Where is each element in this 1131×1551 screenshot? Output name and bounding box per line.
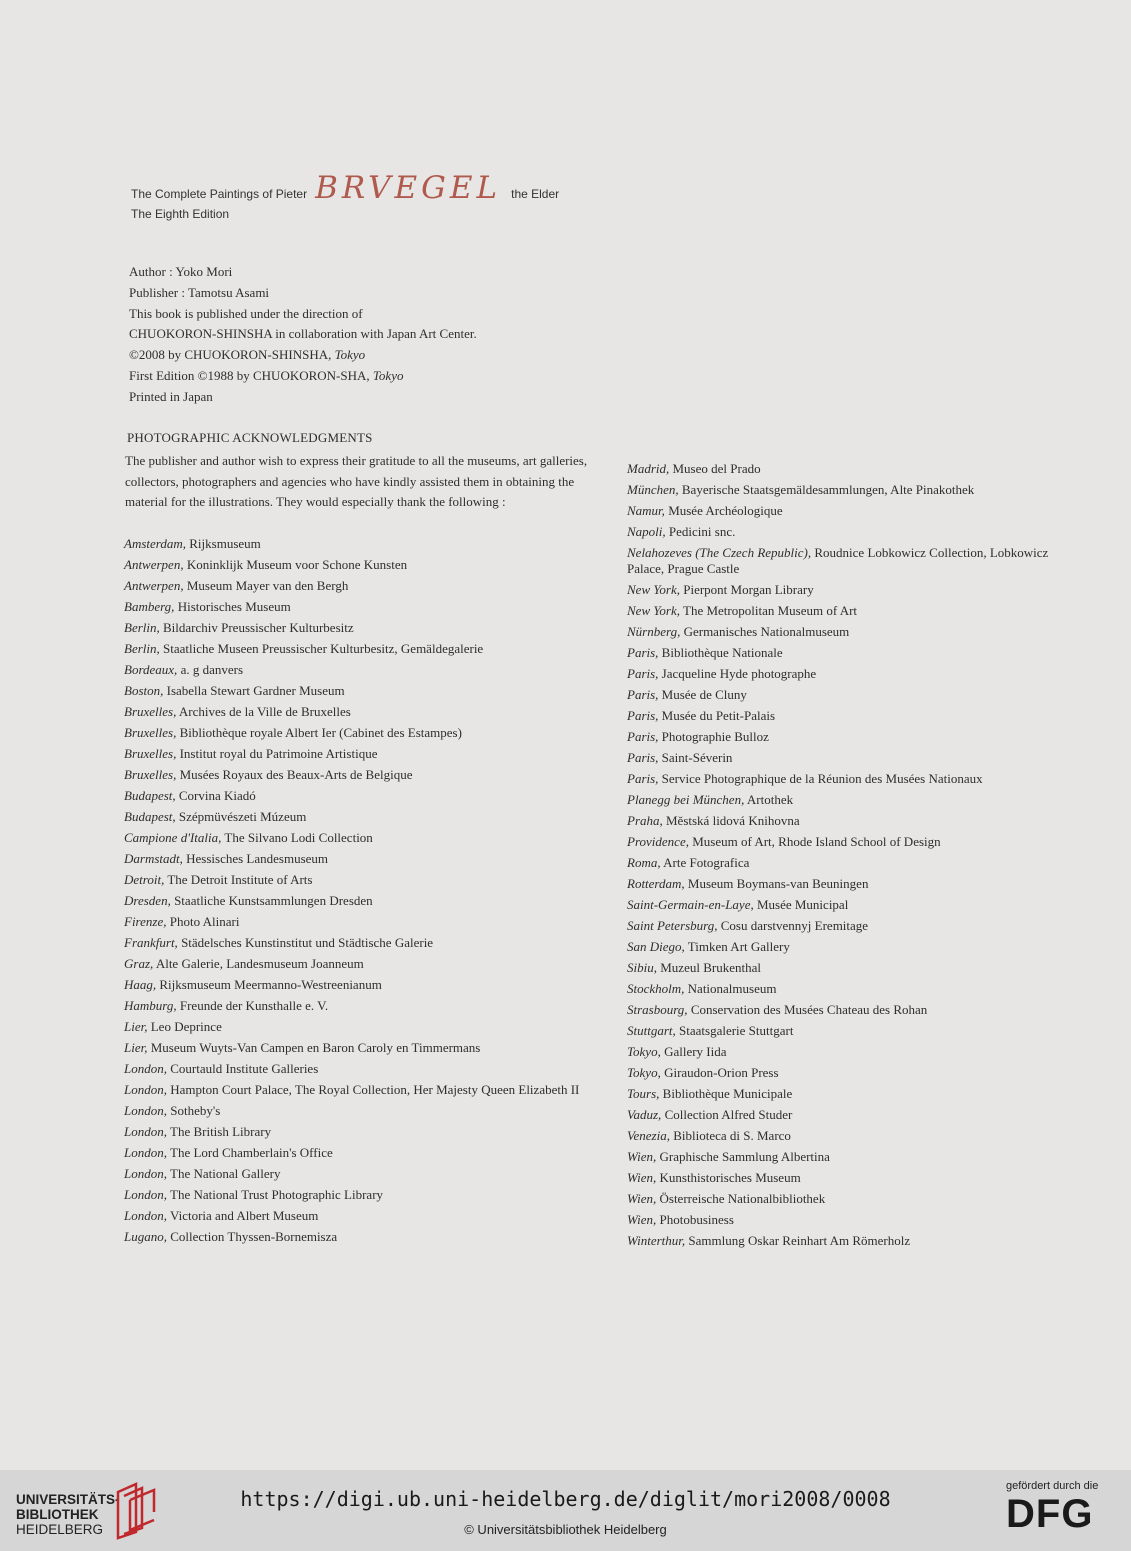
entry-institution: Staatliche Museen Preussischer Kulturbesitz, Gemäldegalerie bbox=[163, 640, 484, 656]
library-line-1: UNIVERSITÄTS- bbox=[16, 1492, 120, 1507]
entry-institution: Szépmüvészeti Múzeum bbox=[178, 808, 307, 824]
info-row bbox=[129, 324, 477, 345]
acknowledgment-entry bbox=[124, 1121, 584, 1142]
entry-institution: Musées Royaux des Beaux-Arts de Belgique bbox=[179, 766, 413, 782]
entry-city: Rotterdam, bbox=[627, 875, 685, 891]
funding-note: gefördert durch die bbox=[1006, 1480, 1099, 1492]
info-row bbox=[129, 304, 477, 325]
acknowledgment-entry bbox=[124, 638, 584, 659]
entry-city: Firenze, bbox=[124, 913, 167, 929]
info-text: Printed in Japan bbox=[129, 388, 213, 404]
entry-city: Bruxelles, bbox=[124, 724, 177, 740]
entry-institution: a. g danvers bbox=[180, 661, 244, 677]
entry-city: Namur, bbox=[627, 502, 665, 518]
entry-institution: Museum of Art, Rhode Island School of Design bbox=[692, 833, 941, 849]
entry-institution: Bibliothèque Municipale bbox=[662, 1085, 793, 1101]
entry-city: Graz, bbox=[124, 955, 154, 971]
entry-institution: Arte Fotografica bbox=[663, 854, 750, 870]
entry-city: Antwerpen, bbox=[124, 556, 184, 572]
acknowledgment-entry bbox=[124, 743, 584, 764]
entry-city: München, bbox=[627, 481, 679, 497]
entry-institution: Musée Archéologique bbox=[668, 502, 783, 518]
entry-institution: The Detroit Institute of Arts bbox=[167, 871, 313, 887]
entry-city: Berlin, bbox=[124, 640, 160, 656]
acknowledgment-entry bbox=[124, 1037, 584, 1058]
acknowledgment-entry bbox=[627, 978, 1087, 999]
entry-institution: The Lord Chamberlain's Office bbox=[170, 1144, 333, 1160]
entry-institution: Archives de la Ville de Bruxelles bbox=[178, 703, 351, 719]
entry-city: Bamberg, bbox=[124, 598, 175, 614]
title-prefix: The Complete Paintings of Pieter bbox=[131, 187, 308, 201]
entry-institution: Musée Municipal bbox=[756, 896, 849, 912]
entry-city: Stockholm, bbox=[627, 980, 685, 996]
entry-city: Tours, bbox=[627, 1085, 660, 1101]
info-place: Tokyo bbox=[334, 347, 366, 363]
acknowledgment-entry bbox=[627, 810, 1087, 831]
entry-institution: Österreische Nationalbibliothek bbox=[659, 1190, 826, 1206]
viewer-footer bbox=[0, 1470, 1131, 1551]
entry-institution: Kunsthistorisches Museum bbox=[659, 1169, 801, 1185]
acknowledgment-entry bbox=[124, 785, 584, 806]
entry-institution: Staatliche Kunstsammlungen Dresden bbox=[174, 892, 373, 908]
entry-institution: Photographie Bulloz bbox=[661, 728, 769, 744]
entry-institution: Collection Thyssen-Bornemisza bbox=[170, 1228, 338, 1244]
acknowledgment-entry bbox=[124, 995, 584, 1016]
info-row bbox=[129, 366, 477, 387]
entry-city: New York, bbox=[627, 581, 680, 597]
entry-institution: Giraudon-Orion Press bbox=[664, 1064, 779, 1080]
entry-city: Dresden, bbox=[124, 892, 171, 908]
acknowledgment-entry bbox=[627, 999, 1087, 1020]
info-text: Author : Yoko Mori bbox=[129, 264, 233, 279]
entry-institution: The Metropolitan Museum of Art bbox=[683, 602, 858, 618]
entry-city: Bruxelles, bbox=[124, 703, 177, 719]
entry-institution: Städelsches Kunstinstitut und Städtische Galerie bbox=[181, 934, 434, 950]
acknowledgment-entry bbox=[627, 542, 1087, 579]
entry-institution: The Silvano Lodi Collection bbox=[224, 829, 373, 845]
entry-institution: Conservation des Musées Chateau des Rohan bbox=[690, 1001, 928, 1017]
entry-city: Venezia, bbox=[627, 1127, 670, 1143]
entry-institution: Museum Mayer van den Bergh bbox=[186, 577, 349, 593]
acknowledgment-entry bbox=[627, 1020, 1087, 1041]
entry-institution: Corvina Kiadó bbox=[178, 787, 256, 803]
entry-city: Wien, bbox=[627, 1148, 657, 1164]
entry-city: London, bbox=[124, 1144, 167, 1160]
entry-city: Paris, bbox=[627, 707, 659, 723]
info-row bbox=[129, 387, 477, 408]
acknowledgment-entry bbox=[124, 533, 584, 554]
acknowledgments-left-column bbox=[124, 533, 584, 1247]
info-text: ©2008 by CHUOKORON-SHINSHA, bbox=[129, 347, 332, 363]
entry-city: Paris, bbox=[627, 644, 659, 660]
acknowledgment-entry bbox=[124, 1058, 584, 1079]
entry-institution: Saint-Séverin bbox=[661, 749, 733, 765]
entry-institution: Pedicini snc. bbox=[668, 523, 736, 539]
info-text: First Edition ©1988 by CHUOKORON-SHA, bbox=[129, 367, 370, 383]
entry-institution: Hampton Court Palace, The Royal Collection, Her Majesty Queen Elizabeth II bbox=[170, 1081, 580, 1097]
publication-info bbox=[129, 262, 477, 408]
acknowledgment-entry bbox=[124, 1100, 584, 1121]
acknowledgment-entry bbox=[627, 1230, 1087, 1251]
entry-institution: Roudnice Lobkowicz Collection, Lobkowicz Palace, Prague Castle bbox=[627, 544, 1049, 576]
entry-institution: Museum Wuyts-Van Campen en Baron Caroly en Timmermans bbox=[150, 1039, 481, 1055]
entry-city: Haag, bbox=[124, 976, 157, 992]
entry-institution: Rijksmuseum Meermanno-Westreenianum bbox=[159, 976, 382, 992]
entry-city: Boston, bbox=[124, 682, 164, 698]
entry-city: Bruxelles, bbox=[124, 745, 177, 761]
acknowledgment-entry bbox=[627, 894, 1087, 915]
entry-institution: Sotheby's bbox=[170, 1102, 221, 1118]
entry-city: Lugano, bbox=[124, 1228, 167, 1244]
info-text: This book is published under the direction of bbox=[129, 305, 363, 321]
acknowledgment-entry bbox=[124, 1163, 584, 1184]
entry-city: Providence, bbox=[627, 833, 689, 849]
acknowledgment-entry bbox=[627, 705, 1087, 726]
acknowledgments-heading: PHOTOGRAPHIC ACKNOWLEDGMENTS bbox=[127, 430, 373, 445]
entry-city: Vaduz, bbox=[627, 1106, 662, 1122]
acknowledgment-entry bbox=[627, 500, 1087, 521]
acknowledgment-entry bbox=[627, 747, 1087, 768]
entry-city: Wien, bbox=[627, 1169, 657, 1185]
entry-city: Antwerpen, bbox=[124, 577, 184, 593]
entry-institution: Koninklijk Museum voor Schone Kunsten bbox=[186, 556, 408, 572]
entry-city: Tokyo, bbox=[627, 1043, 661, 1059]
entry-city: Stuttgart, bbox=[627, 1022, 676, 1038]
entry-institution: Leo Deprince bbox=[150, 1018, 222, 1034]
acknowledgment-entry bbox=[627, 1209, 1087, 1230]
info-text: Publisher : Tamotsu Asami bbox=[129, 284, 270, 300]
acknowledgment-entry bbox=[627, 479, 1087, 500]
acknowledgment-entry bbox=[124, 890, 584, 911]
entry-city: Nelahozeves (The Czech Republic), bbox=[627, 544, 812, 560]
acknowledgment-entry bbox=[124, 806, 584, 827]
entry-institution: Photobusiness bbox=[659, 1211, 734, 1227]
entry-city: Planegg bei München, bbox=[627, 791, 745, 807]
entry-city: San Diego, bbox=[627, 938, 685, 954]
entry-city: Paris, bbox=[627, 728, 659, 744]
acknowledgments-intro: The publisher and author wish to express their gratitude to all the museums, art galleries, collectors, photographers and agencies who have kindly assisted them in obtaining the material for the illustrations. They would especially thank the following : bbox=[125, 453, 588, 509]
entry-institution: Městská lidová Knihovna bbox=[666, 812, 800, 828]
info-text: CHUOKORON-SHINSHA in collaboration with Japan Art Center. bbox=[129, 326, 477, 342]
entry-city: Madrid, bbox=[627, 460, 670, 476]
acknowledgment-entry bbox=[627, 831, 1087, 852]
entry-city: Lier, bbox=[124, 1039, 148, 1055]
info-place: Tokyo bbox=[372, 367, 404, 383]
acknowledgment-entry bbox=[124, 1226, 584, 1247]
acknowledgment-entry bbox=[124, 932, 584, 953]
acknowledgment-entry bbox=[627, 1083, 1087, 1104]
entry-institution: Cosu darstvennyj Eremitage bbox=[720, 917, 869, 933]
entry-city: London, bbox=[124, 1186, 167, 1202]
acknowledgment-entry bbox=[627, 873, 1087, 894]
acknowledgment-entry bbox=[124, 827, 584, 848]
acknowledgment-entry bbox=[627, 957, 1087, 978]
entry-institution: Photo Alinari bbox=[169, 913, 240, 929]
acknowledgment-entry bbox=[124, 1205, 584, 1226]
copyright-text: © Universitätsbibliothek Heidelberg bbox=[464, 1522, 667, 1537]
acknowledgment-entry bbox=[627, 1041, 1087, 1062]
entry-city: Bordeaux, bbox=[124, 661, 178, 677]
entry-institution: Museo del Prado bbox=[672, 460, 761, 476]
entry-institution: Pierpont Morgan Library bbox=[683, 581, 814, 597]
entry-institution: Collection Alfred Studer bbox=[664, 1106, 793, 1122]
entry-city: Paris, bbox=[627, 686, 659, 702]
entry-institution: Bayerische Staatsgemäldesammlungen, Alte Pinakothek bbox=[681, 481, 975, 497]
acknowledgment-entry bbox=[627, 642, 1087, 663]
entry-institution: Timken Art Gallery bbox=[687, 938, 790, 954]
entry-city: London, bbox=[124, 1207, 167, 1223]
entry-institution: Sammlung Oskar Reinhart Am Römerholz bbox=[688, 1232, 911, 1248]
entry-institution: Bildarchiv Preussischer Kulturbesitz bbox=[163, 619, 354, 635]
info-row bbox=[129, 262, 477, 283]
entry-city: London, bbox=[124, 1123, 167, 1139]
acknowledgment-entry bbox=[627, 458, 1087, 479]
acknowledgment-entry bbox=[124, 848, 584, 869]
acknowledgment-entry bbox=[124, 1016, 584, 1037]
acknowledgment-entry bbox=[627, 1125, 1087, 1146]
entry-institution: Artothek bbox=[746, 791, 794, 807]
entry-institution: Service Photographique de la Réunion des Musées Nationaux bbox=[661, 770, 983, 786]
acknowledgment-entry bbox=[627, 663, 1087, 684]
entry-city: Roma, bbox=[627, 854, 661, 870]
entry-institution: Isabella Stewart Gardner Museum bbox=[166, 682, 345, 698]
entry-institution: Musée de Cluny bbox=[661, 686, 747, 702]
entry-city: Sibiu, bbox=[627, 959, 657, 975]
entry-city: Strasbourg, bbox=[627, 1001, 688, 1017]
entry-institution: Museum Boymans-van Beuningen bbox=[687, 875, 869, 891]
acknowledgment-entry bbox=[627, 1188, 1087, 1209]
page-url-link[interactable]: https://digi.ub.uni-heidelberg.de/diglit/mori2008/0008 bbox=[240, 1487, 891, 1511]
entry-city: Paris, bbox=[627, 770, 659, 786]
entry-city: Saint Petersburg, bbox=[627, 917, 718, 933]
entry-city: Tokyo, bbox=[627, 1064, 661, 1080]
entry-city: New York, bbox=[627, 602, 680, 618]
entry-institution: Graphische Sammlung Albertina bbox=[659, 1148, 830, 1164]
edition-label: The Eighth Edition bbox=[131, 207, 230, 221]
acknowledgment-entry bbox=[627, 579, 1087, 600]
entry-city: Paris, bbox=[627, 665, 659, 681]
acknowledgment-entry bbox=[124, 575, 584, 596]
entry-city: Amsterdam, bbox=[124, 535, 186, 551]
entry-city: Napoli, bbox=[627, 523, 666, 539]
acknowledgment-entry bbox=[124, 911, 584, 932]
entry-institution: Alte Galerie, Landesmuseum Joanneum bbox=[155, 955, 364, 971]
entry-institution: Musée du Petit-Palais bbox=[661, 707, 776, 723]
acknowledgment-entry bbox=[627, 1104, 1087, 1125]
entry-city: Berlin, bbox=[124, 619, 160, 635]
acknowledgment-entry bbox=[124, 869, 584, 890]
entry-institution: The National Gallery bbox=[170, 1165, 281, 1181]
acknowledgment-entry bbox=[124, 596, 584, 617]
acknowledgment-entry bbox=[124, 701, 584, 722]
entry-institution: Nationalmuseum bbox=[687, 980, 777, 996]
acknowledgment-entry bbox=[124, 764, 584, 785]
entry-institution: Muzeul Brukenthal bbox=[660, 959, 761, 975]
entry-institution: Victoria and Albert Museum bbox=[170, 1207, 319, 1223]
entry-institution: Hessisches Landesmuseum bbox=[186, 850, 329, 866]
acknowledgment-entry bbox=[124, 1142, 584, 1163]
acknowledgment-entry bbox=[627, 852, 1087, 873]
entry-institution: Freunde der Kunsthalle e. V. bbox=[179, 997, 329, 1013]
entry-city: Saint-Germain-en-Laye, bbox=[627, 896, 754, 912]
acknowledgment-entry bbox=[627, 600, 1087, 621]
entry-institution: Historisches Museum bbox=[177, 598, 291, 614]
entry-city: London, bbox=[124, 1060, 167, 1076]
entry-institution: Institut royal du Patrimoine Artistique bbox=[179, 745, 378, 761]
entry-city: Nürnberg, bbox=[627, 623, 681, 639]
entry-city: Hamburg, bbox=[124, 997, 177, 1013]
dfg-logo[interactable]: DFG bbox=[1006, 1492, 1094, 1536]
entry-city: Budapest, bbox=[124, 787, 176, 803]
acknowledgment-entry bbox=[124, 659, 584, 680]
acknowledgment-entry bbox=[627, 768, 1087, 789]
acknowledgment-entry bbox=[627, 684, 1087, 705]
acknowledgment-entry bbox=[124, 680, 584, 701]
entry-city: Lier, bbox=[124, 1018, 148, 1034]
entry-institution: Bibliothèque Nationale bbox=[661, 644, 783, 660]
title-suffix: the Elder bbox=[511, 187, 560, 201]
acknowledgment-entry bbox=[627, 726, 1087, 747]
title-brand: BRVEGEL bbox=[315, 170, 502, 206]
acknowledgment-entry bbox=[627, 521, 1087, 542]
acknowledgment-entry bbox=[124, 953, 584, 974]
info-row bbox=[129, 345, 477, 366]
entry-institution: Courtauld Institute Galleries bbox=[170, 1060, 319, 1076]
acknowledgment-entry bbox=[627, 1167, 1087, 1188]
acknowledgment-entry bbox=[627, 936, 1087, 957]
acknowledgment-entry bbox=[627, 915, 1087, 936]
entry-institution: Bibliothèque royale Albert Ier (Cabinet des Estampes) bbox=[179, 724, 462, 740]
acknowledgment-entry bbox=[124, 974, 584, 995]
entry-city: Wien, bbox=[627, 1190, 657, 1206]
entry-institution: Staatsgalerie Stuttgart bbox=[679, 1022, 794, 1038]
entry-city: Wien, bbox=[627, 1211, 657, 1227]
acknowledgment-entry bbox=[627, 621, 1087, 642]
acknowledgment-entry bbox=[124, 722, 584, 743]
entry-city: London, bbox=[124, 1165, 167, 1181]
acknowledgment-entry bbox=[124, 554, 584, 575]
entry-city: Frankfurt, bbox=[124, 934, 178, 950]
entry-institution: Gallery Iida bbox=[664, 1043, 727, 1059]
library-line-3: HEIDELBERG bbox=[16, 1522, 104, 1537]
info-row bbox=[129, 283, 477, 304]
entry-city: Detroit, bbox=[124, 871, 165, 887]
entry-institution: Rijksmuseum bbox=[189, 535, 261, 551]
entry-institution: Biblioteca di S. Marco bbox=[673, 1127, 791, 1143]
acknowledgment-entry bbox=[124, 1184, 584, 1205]
entry-city: London, bbox=[124, 1102, 167, 1118]
entry-city: Darmstadt, bbox=[124, 850, 183, 866]
entry-institution: Jacqueline Hyde photographe bbox=[661, 665, 817, 681]
entry-institution: The British Library bbox=[170, 1123, 272, 1139]
entry-institution: Germanisches Nationalmuseum bbox=[683, 623, 850, 639]
entry-city: Paris, bbox=[627, 749, 659, 765]
entry-city: Campione d'Italia, bbox=[124, 829, 222, 845]
entry-city: Bruxelles, bbox=[124, 766, 177, 782]
entry-institution: The National Trust Photographic Library bbox=[170, 1186, 384, 1202]
book-title bbox=[131, 170, 559, 206]
acknowledgment-entry bbox=[627, 1062, 1087, 1083]
entry-city: London, bbox=[124, 1081, 167, 1097]
acknowledgment-entry bbox=[627, 1146, 1087, 1167]
library-line-2: BIBLIOTHEK bbox=[16, 1507, 99, 1522]
entry-city: Winterthur, bbox=[627, 1232, 686, 1248]
acknowledgment-entry bbox=[124, 1079, 584, 1100]
acknowledgment-entry bbox=[124, 617, 584, 638]
acknowledgments-right-column bbox=[627, 458, 1087, 1251]
entry-city: Budapest, bbox=[124, 808, 176, 824]
acknowledgment-entry bbox=[627, 789, 1087, 810]
entry-city: Praha, bbox=[627, 812, 663, 828]
